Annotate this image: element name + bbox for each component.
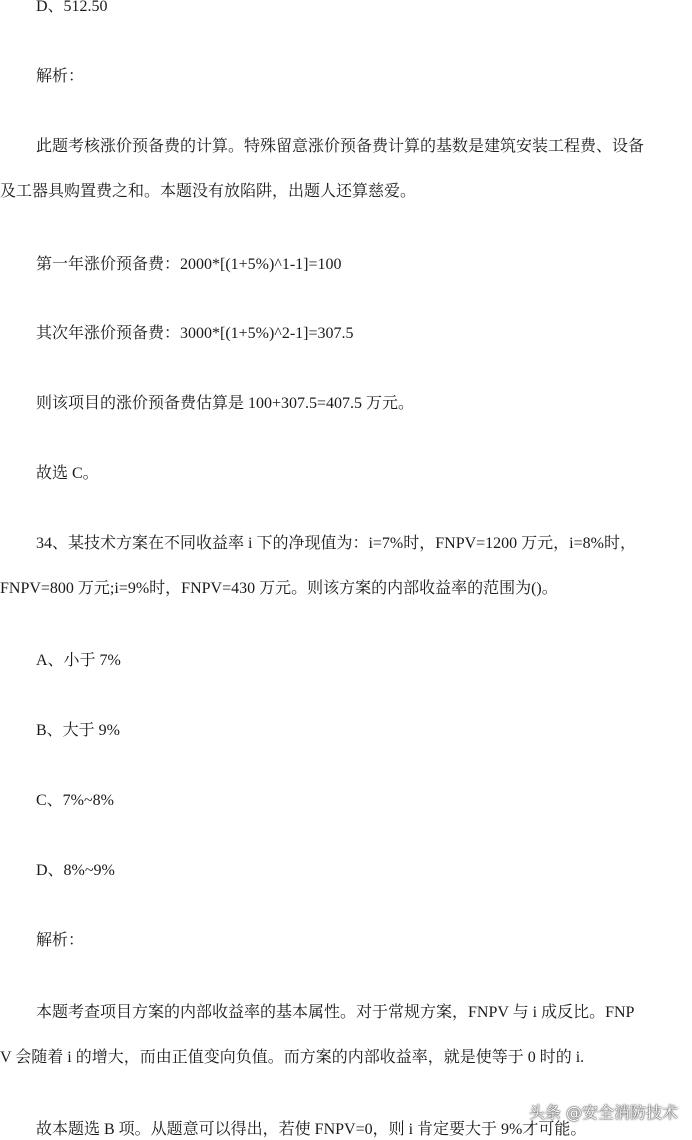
option-a: A、小于 7%: [36, 652, 121, 669]
paragraph-line: 则该项目的涨价预备费估算是 100+307.5=407.5 万元。: [36, 395, 415, 412]
option-b: B、大于 9%: [36, 722, 121, 739]
paragraph-line: 故本题选 B 项。从题意可以得出，若使 FNPV=0，则 i 肯定要大于 9%才可能。: [36, 1121, 587, 1138]
option-d-prev: D、512.50: [36, 0, 108, 15]
analysis-heading: 解析：: [36, 932, 85, 949]
paragraph-line: V 会随着 i 的增大，而由正值变向负值。而方案的内部收益率，就是使等于 0 时的 i.: [0, 1049, 585, 1066]
question-34-cont: FNPV=800 万元;i=9%时，FNPV=430 万元。则该方案的内部收益率的范围为()。: [0, 580, 558, 597]
paragraph-line: 此题考核涨价预备费的计算。特殊留意涨价预备费计算的基数是建筑安装工程费、设备: [36, 138, 645, 155]
analysis-heading: 解析：: [36, 68, 85, 85]
paragraph-line: 本题考查项目方案的内部收益率的基本属性。对于常规方案，FNPV 与 i 成反比。FNP: [36, 1004, 635, 1021]
answer-line: 故选 C。: [36, 465, 99, 482]
formula-line: 其次年涨价预备费：3000*[(1+5%)^2-1]=307.5: [36, 325, 354, 342]
option-c: C、7%~8%: [36, 792, 114, 809]
option-d: D、8%~9%: [36, 862, 115, 879]
paragraph-line: 及工器具购置费之和。本题没有放陷阱，出题人还算慈爱。: [0, 183, 417, 200]
watermark: 头条 @安全消防技术: [528, 1103, 678, 1122]
question-34: 34、某技术方案在不同收益率 i 下的净现值为：i=7%时，FNPV=1200 万元，i=8%时，: [36, 535, 636, 552]
formula-line: 第一年涨价预备费：2000*[(1+5%)^1-1]=100: [36, 256, 342, 273]
